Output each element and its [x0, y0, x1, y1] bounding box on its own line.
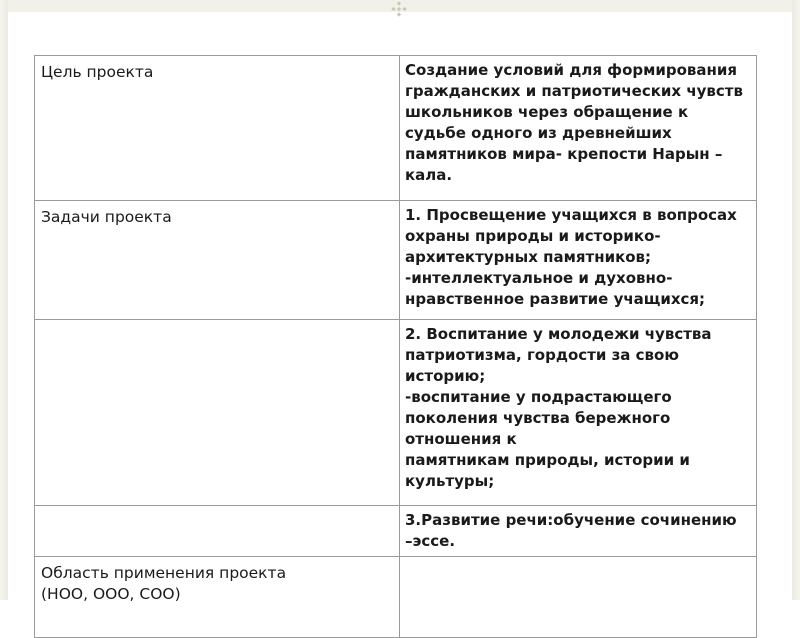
row-label: Цель проекта: [35, 56, 400, 201]
row-label: Задачи проекта: [35, 201, 400, 320]
value-line: –эссе.: [405, 532, 456, 550]
value-line: памятников мира- крепости Нарын –: [405, 145, 723, 163]
value-line: культуры;: [405, 472, 495, 490]
value-line: отношения к: [405, 430, 517, 448]
value-line: охраны природы и историко-: [405, 227, 661, 245]
label-line: Область применения проекта: [41, 564, 287, 582]
value-line: нравственное развитие учащихся;: [405, 290, 706, 308]
row-value: [400, 56, 757, 201]
table-row: [35, 56, 757, 201]
table-row: [35, 557, 757, 638]
row-label: [35, 320, 400, 506]
value-line: поколения чувства бережного: [405, 409, 671, 427]
table-row: [35, 201, 757, 320]
value-line: 3.Развитие речи:обучение сочинению: [405, 511, 737, 529]
label-line: (НОО, ООО, СОО): [41, 585, 181, 603]
row-label: [35, 506, 400, 557]
value-line: школьников через обращение к: [405, 103, 689, 121]
table-row: [35, 320, 757, 506]
value-line: гражданских и патриотических чувств: [405, 82, 743, 100]
row-label: [35, 557, 400, 638]
slide-left-band: [0, 0, 8, 600]
row-value: [400, 201, 757, 320]
row-value: [400, 506, 757, 557]
table-row: [35, 506, 757, 557]
value-line: историю;: [405, 367, 486, 385]
project-table: [34, 55, 757, 638]
value-line: судьбе одного из древнейших: [405, 124, 672, 142]
value-line: памятникам природы, истории и: [405, 451, 690, 469]
value-line: -интеллектуальное и духовно-: [405, 269, 673, 287]
value-line: -воспитание у подрастающего: [405, 388, 672, 406]
value-line: 1. Просвещение учащихся в вопросах: [405, 206, 737, 224]
value-line: патриотизма, гордости за свою: [405, 346, 679, 364]
diamond-ornament-icon: [391, 1, 407, 17]
row-value: [400, 557, 757, 638]
value-line: кала.: [405, 166, 453, 184]
value-line: Создание условий для формирования: [405, 61, 738, 79]
row-value: [400, 320, 757, 506]
value-line: архитектурных памятников;: [405, 248, 652, 266]
value-line: 2. Воспитание у молодежи чувства: [405, 325, 712, 343]
slide-right-band: [792, 0, 800, 600]
